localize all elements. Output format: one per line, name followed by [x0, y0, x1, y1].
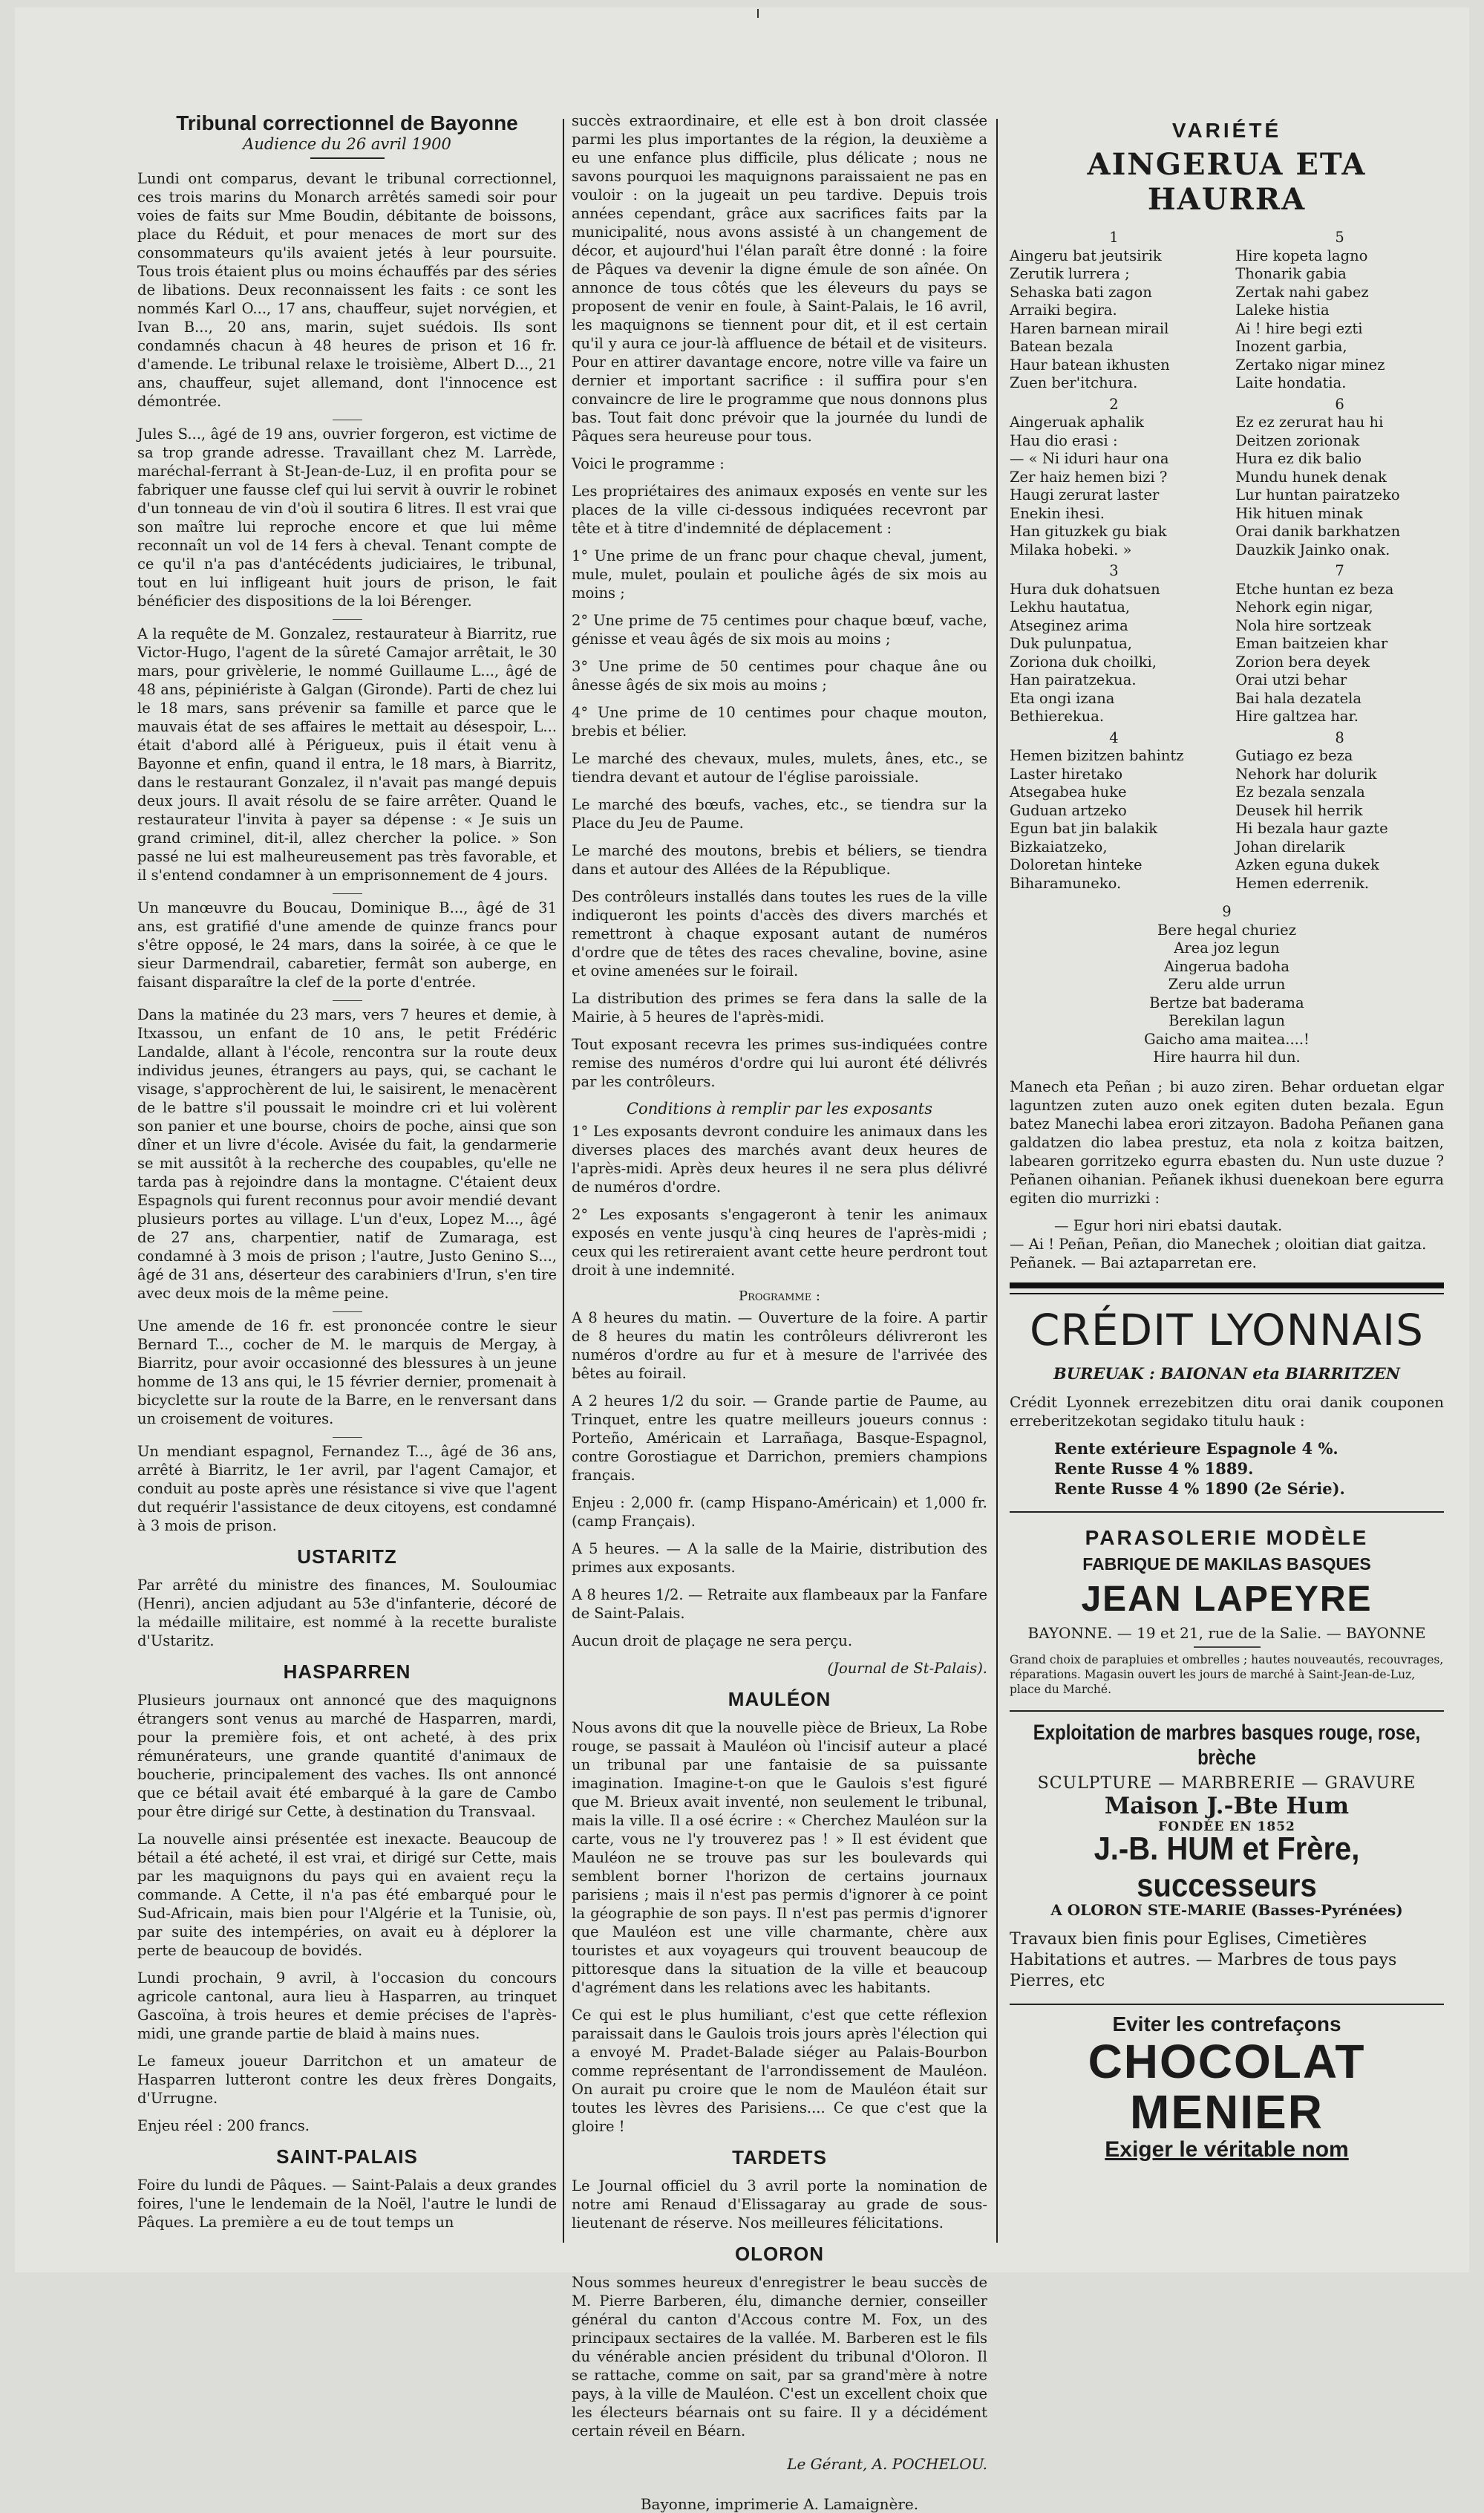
foire-paragraph: 3° Une prime de 50 centimes pour chaque âne ou ânesse âgés de six mois au moins ; [572, 658, 987, 694]
foire-paragraph: Les propriétaires des animaux exposés en vente sur les places de la ville ci-dessous indiquées recevront par tête et à titre d'indemnité de déplacement : [572, 483, 987, 537]
poem-line: Haugi zerurat laster [1010, 486, 1160, 503]
separator [333, 619, 362, 620]
separator [333, 1311, 362, 1312]
hasparren-paragraph: Enjeu réel : 200 francs. [137, 2117, 310, 2134]
poem-line: Ai ! hire begi ezti [1235, 319, 1363, 337]
stanza-number: 1 [1109, 229, 1119, 246]
column-3 [1010, 111, 1444, 2162]
newspaper-page [15, 7, 1469, 2513]
ad-divider [1010, 1511, 1444, 1513]
marbres-text: Travaux bien finis pour Eglises, Cimetières Habitations et autres. — Marbres de tous pays Pierres, etc [1010, 1929, 1397, 1990]
programme-item: A 8 heures du matin. — Ouverture de la foire. A partir de 8 heures du matin les contrôleurs délivreront les numéros d'ordre au fur et à mesure de l'arrivée des bêtes au foirail. [572, 1309, 987, 1382]
conditions-heading: Conditions à remplir par les exposants [626, 1100, 932, 1118]
foire-paragraph: Des contrôleurs installés dans toutes les rues de la ville indiqueront les points d'accès des divers marchés et remettront à chaque exposant autant de numéros d'ordre que de têtes des races chevaline, bovine, asine et ovine amenées sur le foirail. [572, 888, 987, 980]
article-paragraph: Dans la matinée du 23 mars, vers 7 heures et demie, à Itxassou, un enfant de 10 ans, le petit Frédéric Landalde, allant à l'école, rencontra sur la route deux individus jeunes, étrangers au pays, qui, se cachant le visage, s'approchèrent de lui, le saisirent, le menacèrent de le battre s'il poussait le moindre cri et lui volèrent son panier et une bourse, choirs de poche, ainsi que son dîner et un livre d'école. Avisée du fait, la gendarmerie se mit aussitôt à la recherche des coupables, qu'elle ne tarda pas à rejoindre dans la montagne. C'étaient deux Espagnols qui furent reconnus pour avoir mendié devant plusieurs portes au village. L'un d'eux, Lopez M..., âgé de 27 ans, charpentier, natif de Zumaraga, est condamné à 3 mois de prison ; l'autre, Justo Genino S..., âgé de 31 ans, déserteur des carabiniers d'Irun, s'en tire avec deux mois de la même peine. [137, 1006, 557, 1302]
poem-line: Arraiki begira. [1010, 302, 1117, 319]
gerant-signature: Le Gérant, A. POCHELOU. [787, 2455, 987, 2473]
poem-line: Lur huntan pairatzeko [1235, 486, 1400, 503]
programme-source: (Journal de St-Palais). [827, 1660, 987, 1677]
stanza-number: 3 [1109, 562, 1119, 579]
poem-line: Ez ez zerurat hau hi [1235, 414, 1384, 431]
column-1 [137, 111, 557, 2240]
poem-line: Zorion bera deyek [1235, 653, 1370, 671]
article-paragraph: A la requête de M. Gonzalez, restaurateur à Biarritz, rue Victor-Hugo, l'agent de la sûreté Camajor arrêtait, le 30 mars, pour grivèlerie, le nommé Guillaume L..., âgé de 48 ans, pépiniériste à Galgan (Gironde). Parti de chez lui le 18 mars, sans prévenir sa famille et parce que le mauvais état de ses affaires le mettait au désespoir, L... était d'abord allé à Périgueux, puis il était venu à Bayonne et enfin, quand il entra, le 18 mars, à Biarritz, dans le restaurant Gonzalez, il n'avait pas mangé depuis deux jours. Il avait résolu de se faire arrêter. Quand le restaurateur l'invita à payer sa dépense : « Je suis un grand criminel, dit-il, allez chercher la police. » Son passé ne lui est malheureusement pas très favorable, et il s'entend condamner à un emprisonnement de 4 jours. [137, 625, 557, 884]
column-2 [572, 111, 987, 2513]
article-paragraph: Un manœuvre du Boucau, Dominique B..., âgé de 31 ans, est gratifié d'une amende de quinze francs pour s'être opposé, le 24 mars, dans la soirée, à ce que le sieur Darmendrail, cabaretier, fermât son auberge, en faisant disparaître la clef de la porte d'entrée. [137, 899, 557, 991]
oloron-heading: OLORON [734, 2243, 825, 2265]
poem-line: Biharamuneko. [1010, 874, 1122, 892]
mauleon-text: Ce qui est le plus humiliant, c'est que cette réflexion paraissait dans le Gaulois trois jours après l'élection qui a envoyé M. Pradet-Balade siéger au Palais-Bourbon comme représentant de l'arrondissement de Mauléon. On aurait pu croire que le nom de Mauléon était sur toutes les lèvres des Parisiens.... Ce que c'est que la gloire ! [572, 2007, 987, 2135]
programme-item: A 8 heures 1/2. — Retraite aux flambeaux par la Fanfare de Saint-Palais. [572, 1586, 987, 1622]
tribunal-subtitle: Audience du 26 avril 1900 [243, 135, 451, 153]
poem-quote: — Ai ! Peñan, Peñan, dio Manechek ; oloitian diat gaitza. [1010, 1235, 1427, 1253]
poem-line: Johan direlarik [1235, 838, 1345, 855]
poem-line: Bethierekua. [1010, 708, 1105, 725]
ad-divider [1010, 1710, 1444, 1712]
poem-stanza [1235, 229, 1444, 393]
hasparren-paragraph: Plusieurs journaux ont annoncé que des maquignons étrangers sont venus au marché de Hasparren, mardi, pour la première fois, et ont acheté, à des prix rémunérateurs, une grande quantité d'animaux de boucherie, principalement des vaches. Ils ont annoncé que ce bétail avait été embarqué à la gare de Cambo pour être dirigé sur Cette, à destination du Transvaal. [137, 1692, 557, 1820]
poem-line: Guduan artzeko [1010, 801, 1127, 819]
poem-line: Duk pulunpatua, [1010, 635, 1132, 652]
hasparren-paragraph: Le fameux joueur Darritchon et un amateur de Hasparren lutteront contre les deux frères Dongaits, d'Urrugne. [137, 2053, 557, 2107]
poem-line: Eta ongi izana [1010, 689, 1115, 707]
chocolat-menier-ad [1010, 2004, 1444, 2162]
poem-line: Han pairatzekua. [1010, 671, 1137, 688]
poem-line: Orai danik barkhatzen [1235, 523, 1401, 540]
poem-line: Orai utzi behar [1235, 671, 1347, 688]
poem-line: Bertze bat baderama [1149, 994, 1304, 1011]
marbres-fondee: FONDÉE EN 1852 [1158, 1819, 1295, 1834]
stanza-number: 7 [1335, 562, 1344, 579]
poem-line: Haren barnean mirail [1010, 319, 1169, 337]
poem-stanza [1010, 903, 1444, 1067]
poem-line: Egun bat jin balakik [1010, 820, 1158, 837]
oloron-text: Nous sommes heureux d'enregistrer le beau succès de M. Pierre Barberen, élu, dimanche dernier, conseiller général du canton d'Accous contre M. Fox, un des principaux sectaires de la vallée. M. Barberen est le fils du vénérable ancien président du tribunal d'Oloron. Il se rattache, comme on sait, par sa grand'mère à notre pays, à la ville de Mauléon. C'est un excellent choix que les électeurs béarnais ont su faire. Il y a décidément certain réveil en Béarn. [572, 2274, 987, 2439]
credit-bureau: BUREUAK : BAIONAN eta BIARRITZEN [1053, 1363, 1400, 1383]
poem-line: Nehork egin nigar, [1235, 599, 1373, 616]
stpalais-heading: SAINT-PALAIS [276, 2145, 418, 2168]
poem-line: Lekhu hautatua, [1010, 599, 1131, 616]
poem-line: Gaicho ama maitea....! [1144, 1030, 1310, 1048]
parasolerie-ad [1010, 1526, 1444, 1697]
poem-line: Zeru alde urrun [1168, 976, 1286, 993]
poem-line: Nehork har dolurik [1235, 765, 1377, 783]
programme-heading: Programme : [738, 1288, 821, 1304]
poem-final-stanza [1010, 903, 1444, 1067]
marbres-line: SCULPTURE — MARBRERIE — GRAVURE [1037, 1773, 1416, 1793]
separator [333, 893, 362, 894]
ornament [1194, 1646, 1261, 1648]
foire-paragraph: Le marché des moutons, brebis et béliers, se tiendra dans et autour des Allées de la République. [572, 842, 987, 878]
mauleon-heading: MAULÉON [728, 1688, 831, 1710]
marbres-successeurs: J.-B. HUM et Frère, successeurs [1094, 1831, 1360, 1903]
poem-line: Han gituzkek gu biak [1010, 523, 1167, 540]
stpalais-text: Foire du lundi de Pâques. — Saint-Palais a deux grandes foires, l'une le lendemain de la Noël, l'autre le lundi de Pâques. La première a eu de tout temps un [137, 2177, 557, 2231]
credit-lyonnais-ad [1010, 1305, 1444, 1498]
foire-paragraph: La distribution des primes se fera dans la salle de la Mairie, à 5 heures de l'après-midi. [572, 990, 987, 1026]
poem-line: Eman baitzeien khar [1235, 635, 1388, 652]
foire-paragraph: Le marché des chevaux, mules, mulets, ânes, etc., se tiendra devant et autour de l'église paroissiale. [572, 750, 987, 786]
poem-line: Mundu hunek denak [1235, 468, 1387, 486]
hasparren-paragraph: La nouvelle ainsi présentée est inexacte. Beaucoup de bétail a été acheté, il est vrai, et dirigé sur Cette, mais par les maquignons du pays qui en avaient reçu la commande. A Cette, il n'a pas été embarqué pour le Sud-Africain, mais bien pour l'Algérie et la Tunisie, où, par suite des intempéries, on avait eu à déplorer la perte de beaucoup de bovidés. [137, 1831, 557, 1959]
poem-stanza [1235, 562, 1444, 726]
poem [1010, 229, 1444, 896]
poem-line: Etche huntan ez beza [1235, 580, 1394, 598]
poem-line: Batean bezala [1010, 338, 1114, 355]
parasolerie-title: PARASOLERIE MODÈLE [1085, 1525, 1369, 1549]
stanza-number: 2 [1109, 395, 1119, 413]
poem-line: Atseginez arima [1010, 616, 1128, 634]
parasolerie-address: BAYONNE. — 19 et 21, rue de la Salie. — BAYONNE [1027, 1623, 1426, 1642]
programme-item: Enjeu : 2,000 fr. (camp Hispano-Américain) et 1,000 fr. (camp Français). [572, 1494, 987, 1530]
poem-line: Aingeru bat jeutsirik [1010, 247, 1162, 264]
foire-paragraph: 2° Une prime de 75 centimes pour chaque bœuf, vache, génisse et veau âgés de six mois au moins ; [572, 612, 987, 648]
poem-line: Hura ez dik balio [1235, 450, 1362, 467]
column-rule-2 [996, 119, 998, 2243]
marbres-title: Exploitation de marbres basques rouge, rose, brèche [1033, 1720, 1421, 1770]
tribunal-title: Tribunal correctionnel de Bayonne [176, 111, 518, 134]
poem-line: Zertako nigar minez [1235, 356, 1385, 374]
poem-line: Aingerua badoha [1163, 957, 1290, 975]
poem-line: Dauzkik Jainko onak. [1235, 541, 1390, 558]
poem-left-column [1010, 229, 1218, 896]
poem-line: Berekilan lagun [1168, 1012, 1285, 1029]
marbres-ad [1010, 1720, 1444, 1992]
credit-rente: Rente Russe 4 % 1889. [1054, 1458, 1254, 1478]
stanza-number: 4 [1109, 729, 1119, 746]
mauleon-text: Nous avons dit que la nouvelle pièce de Brieux, La Robe rouge, se passait à Mauléon où l'incisif auteur a placé un tribunal par une fantaisie de sa puissante imagination. Imagine-t-on que le Gaulois s'est figuré que M. Brieux avait inventé, non seulement le tribunal, mais la ville. Il a osé écrire : « Cherchez Mauléon sur la carte, vous ne l'y trouverez pas ! » Il est évident que Mauléon ne se trouve pas sur les boulevards qui semblent borner l'horizon de certains journaux parisiens ; mais il n'est pas permis d'ignorer à ce point la géographie de son pays. Il n'est pas permis d'ignorer que Mauléon est une ville charmante, chère aux touristes et aux voyageurs qui trouvent beaucoup de pittoresque dans la situation de la ville et beaucoup d'agrément dans les relations avec les habitants. [572, 1719, 987, 1996]
column-rule-1 [563, 119, 564, 2243]
poem-line: Atsegabea huke [1010, 783, 1127, 801]
poem-line: Aingeruak aphalik [1010, 414, 1145, 431]
poem-line: Hura duk dohatsuen [1010, 580, 1160, 598]
poem-line: Enekin ihesi. [1010, 504, 1105, 522]
ustaritz-text: Par arrêté du ministre des finances, M. Souloumiac (Henri), ancien adjudant au 53e d'infanterie, décoré de la médaille militaire, est nommé à la recette buraliste d'Ustaritz. [137, 1577, 557, 1649]
poem-line: Hau dio erasi : [1010, 431, 1118, 449]
poem-line: Laleke histia [1235, 302, 1330, 319]
ustaritz-heading: USTARITZ [297, 1545, 397, 1568]
poem-line: Bai hala dezatela [1235, 689, 1362, 707]
stanza-number: 6 [1335, 395, 1344, 413]
condition-item: 1° Les exposants devront conduire les animaux dans les diverses places des marchés avant deux heures de l'après-midi. Après deux heures il ne sera plus délivré de numéros d'ordre. [572, 1123, 987, 1196]
poem-line: Deitzen zorionak [1235, 431, 1360, 449]
marbres-lieu: A OLORON STE-MARIE (Basses-Pyrénées) [1050, 1900, 1403, 1919]
ad-divider [1010, 1293, 1444, 1294]
programme-item: A 5 heures. — A la salle de la Mairie, distribution des primes aux exposants. [572, 1540, 987, 1576]
poem-line: Hik hituen minak [1235, 504, 1363, 522]
imprimerie-line: Bayonne, imprimerie A. Lamaignère. [640, 2495, 919, 2513]
foire-paragraph: 4° Une prime de 10 centimes pour chaque mouton, brebis et bélier. [572, 704, 987, 740]
programme-item: Aucun droit de plaçage ne sera perçu. [572, 1632, 853, 1649]
poem-line: Zertak nahi gabez [1235, 283, 1369, 301]
poem-line: Hire kopeta lagno [1235, 247, 1368, 264]
poem-line: Hi bezala haur gazte [1235, 820, 1388, 837]
programme-item: A 2 heures 1/2 du soir. — Grande partie de Paume, au Trinquet, entre les quatre meilleurs joueurs connus : Porteño, Américain et Larrañaga, Basque-Espagnol, contre Gorostiague et Darrichon, premiers champions français. [572, 1392, 987, 1484]
poem-line: Zer haiz hemen bizi ? [1010, 468, 1168, 486]
chocolat-word: CHOCOLAT [1088, 2034, 1366, 2088]
foire-paragraph: Voici le programme : [572, 455, 725, 472]
article-paragraph: Lundi ont comparus, devant le tribunal correctionnel, ces trois marins du Monarch arrêtés samedi soir pour voies de faits sur Mme Boudin, débitante de boissons, place du Réduit, et pour menaces de mort sur des consommateurs qu'ils avaient jetés à leur poursuite. Tous trois étaient plus ou moins échauffés par des séries de libations. Deux reconnaissent les faits : ce sont les nommés Karl O..., 17 ans, chauffeur, sujet norvégien, et Ivan B..., 20 ans, marin, sujet suédois. Ils sont condamnés chacun à 48 heures de prison et 16 fr. d'amende. Le tribunal relaxe le troisième, Albert D..., 21 ans, chauffeur, sujet allemand, dont l'innocence est démontrée. [137, 170, 557, 410]
menier-word: MENIER [1130, 2085, 1324, 2139]
chocolat-exiger: Exiger le véritable nom [1105, 2136, 1349, 2162]
poem-line: Zoriona duk choilki, [1010, 653, 1157, 671]
poem-line: Inozent garbia, [1235, 338, 1347, 355]
parasolerie-name: JEAN LAPEYRE [1081, 1579, 1373, 1619]
poem-line: Thonarik gabia [1235, 265, 1347, 282]
poem-stanza [1235, 729, 1444, 893]
hasparren-paragraph: Lundi prochain, 9 avril, à l'occasion du concours agricole cantonal, aura lieu à Hasparren, au trinquet Gascoïna, à trois heures et demie précises de l'après-midi, une grande partie de blaid à mains nues. [137, 1969, 557, 2042]
hasparren-heading: HASPARREN [283, 1660, 411, 1683]
article-paragraph: Une amende de 16 fr. est prononcée contre le sieur Bernard T..., cocher de M. le marquis de Mergay, à Biarritz, pour avoir occasionné des blessures à un jeune homme de 13 ans qui, le 15 février dernier, promenait à bicyclette sur la route de la Barre, en le renversant dans un croisement de voitures. [137, 1317, 557, 1427]
poem-quote: — Egur hori niri ebatsi dautak. [1054, 1216, 1283, 1234]
separator [333, 1437, 362, 1438]
poem-line: Hire haurra hil dun. [1153, 1049, 1301, 1066]
stanza-number: 8 [1335, 729, 1344, 746]
variete-heading: VARIÉTÉ [1171, 119, 1282, 142]
poem-line: Zerutik lurrera ; [1010, 265, 1130, 282]
poem-stanza [1010, 229, 1218, 393]
foire-paragraph: succès extraordinaire, et elle est à bon droit classée parmi les plus importantes de la région, la deuxième a eu une enfance plus difficile, plus délicate ; nous ne savons pourquoi les maquignons paraissaient ne pas en vouloir : on la jugeait un peu tardive. Depuis trois années cependant, grâce aux sacrifices faits par la municipalité, nous avons assisté à un changement de décor, et aujourd'hui l'élan paraît être donné : la foire de Pâques va devenir la digne émule de son aînée. On annonce de tous côtés que les éleveurs du pays se proposent de venir en foule, à Saint-Palais, le 16 avril, les maquignons se tiennent pour dit, et il est certain qu'il y aura ce jour-là affluence de bétail et de visiteurs. Pour en attirer davantage encore, notre ville va faire un dernier et important sacrifice : il suffira pour s'en convaincre de lire le programme que nous donnons plus bas. Tout fait donc prévoir que la journée du lundi de Pâques sera heureuse pour tous. [572, 112, 987, 445]
poem-stanza [1010, 562, 1218, 726]
poem-line: Laster hiretako [1010, 765, 1123, 783]
poem-stanza [1010, 729, 1218, 893]
parasolerie-details: Grand choix de parapluies et ombrelles ; hautes nouveautés, recouvrages, réparations. Magasin ouvert les jours de marché à Saint-Jean-de-Luz, place du Marché. [1010, 1652, 1444, 1696]
foire-paragraph: Le marché des bœufs, vaches, etc., se tiendra sur la Place du Jeu de Paume. [572, 796, 987, 832]
poem-line: Ez bezala senzala [1235, 783, 1365, 801]
top-mark [757, 9, 759, 18]
poem-line: Gutiago ez beza [1235, 747, 1353, 764]
foire-paragraph: Tout exposant recevra les primes sus-indiquées contre remise des numéros d'ordre qui lui auront été délivrés par les contrôleurs. [572, 1036, 987, 1090]
poem-line: Laite hondatia. [1235, 374, 1347, 391]
poem-quote: Peñanek. — Bai aztaparretan ere. [1010, 1254, 1257, 1271]
poem-line: Area joz legun [1174, 939, 1280, 956]
credit-rente: Rente Russe 4 % 1890 (2e Série). [1054, 1479, 1345, 1498]
chocolat-warning: Eviter les contrefaçons [1112, 2012, 1341, 2036]
poem-line: Milaka hobeki. » [1010, 541, 1132, 558]
stanza-number: 5 [1335, 229, 1344, 246]
poem-stanza [1010, 396, 1218, 560]
poem-line: Bere hegal churiez [1157, 921, 1296, 939]
marbres-maison: Maison J.-Bte Hum [1104, 1792, 1350, 1819]
article-paragraph: Un mendiant espagnol, Fernandez T..., âgé de 36 ans, arrêté à Biarritz, le 1er avril, par l'agent Camajor, et conduit au poste après une résistance si vive que l'agent dut requérir l'assistance de deux citoyens, est condamné à 3 mois de prison. [137, 1443, 557, 1534]
poem-line: Hire galtzea har. [1235, 708, 1359, 725]
poem-line: Sehaska bati zagon [1010, 283, 1152, 301]
credit-rente: Rente extérieure Espagnole 4 %. [1054, 1438, 1338, 1458]
poem-right-column [1235, 229, 1444, 896]
credit-text: Crédit Lyonnek errezebitzen ditu orai danik couponen erreberitzekotan segidako titulu hauk : [1010, 1392, 1444, 1430]
poem-line: Hemen bizitzen bahintz [1010, 747, 1184, 764]
poem-stanza [1235, 396, 1444, 560]
poem-title: AINGERUA ETA HAURRA [1087, 147, 1367, 217]
poem-line: Doloretan hinteke [1010, 856, 1143, 873]
poem-line: Zuen ber'itchura. [1010, 374, 1138, 391]
foire-paragraph: 1° Une prime de un franc pour chaque cheval, jument, mule, mulet, poulain et pouliche âgés de six mois au moins ; [572, 547, 987, 602]
poem-line: Deusek hil herrik [1235, 801, 1363, 819]
tardets-heading: TARDETS [732, 2146, 827, 2168]
tardets-text: Le Journal officiel du 3 avril porte la nomination de notre ami Renaud d'Elissagaray au grade de sous-lieutenant de réserve. Nos meilleures félicitations. [572, 2177, 987, 2232]
separator [333, 1000, 362, 1001]
separator [310, 157, 385, 159]
stanza-number: 9 [1222, 903, 1232, 920]
condition-item: 2° Les exposants s'engageront à tenir les animaux exposés en vente jusqu'à cinq heures de l'après-midi ; ceux qui les retireraient avant cette heure perdront tout droit à une indemnité. [572, 1206, 987, 1279]
poem-line: Nola hire sortzeak [1235, 616, 1372, 634]
poem-line: — « Ni iduri haur ona [1010, 450, 1169, 467]
poem-line: Hemen ederrenik. [1235, 874, 1370, 892]
article-paragraph: Jules S..., âgé de 19 ans, ouvrier forgeron, est victime de sa trop grande adresse. Travaillant chez M. Larrède, maréchal-ferrant à St-Jean-de-Luz, il en profita pour se fabriquer une fausse clef qui lui servit à ouvrir le robinet d'un tonneau de vin d'où il soutira 6 litres. Il est vrai que son maître lui reproche encore et que lui même reconnaît un vol de 14 fers à cheval. Tenant compte de ce qu'il n'a pas d'antécédents judiciaires, le tribunal, tout en lui infligeant huit jours de prison, le fait bénéficier des dispositions de la loi Bérenger. [137, 426, 557, 610]
poem-story: Manech eta Peñan ; bi auzo ziren. Behar orduetan elgar laguntzen zuten auzo onek egiten duten bezala. Egun batez Manechi labea erori zitzayon. Badoha Peñanen gana galdatzen dio labea prestuz, eta nola z koitza baitzen, labearen gorritzeko egurra ebasten du. Nun uste duzue ? Peñanen oihanian. Peñanek ikhusi duenekoan bere egurra egiten dio murrizki : [1010, 1078, 1444, 1207]
ad-divider [1010, 1282, 1444, 1288]
poem-line: Haur batean ikhusten [1010, 356, 1170, 374]
credit-title: CRÉDIT LYONNAIS [1030, 1304, 1424, 1355]
parasolerie-subtitle: FABRIQUE DE MAKILAS BASQUES [1082, 1554, 1371, 1574]
poem-line: Azken eguna dukek [1235, 856, 1379, 873]
poem-line: Bizkaiatzeko, [1010, 838, 1108, 855]
